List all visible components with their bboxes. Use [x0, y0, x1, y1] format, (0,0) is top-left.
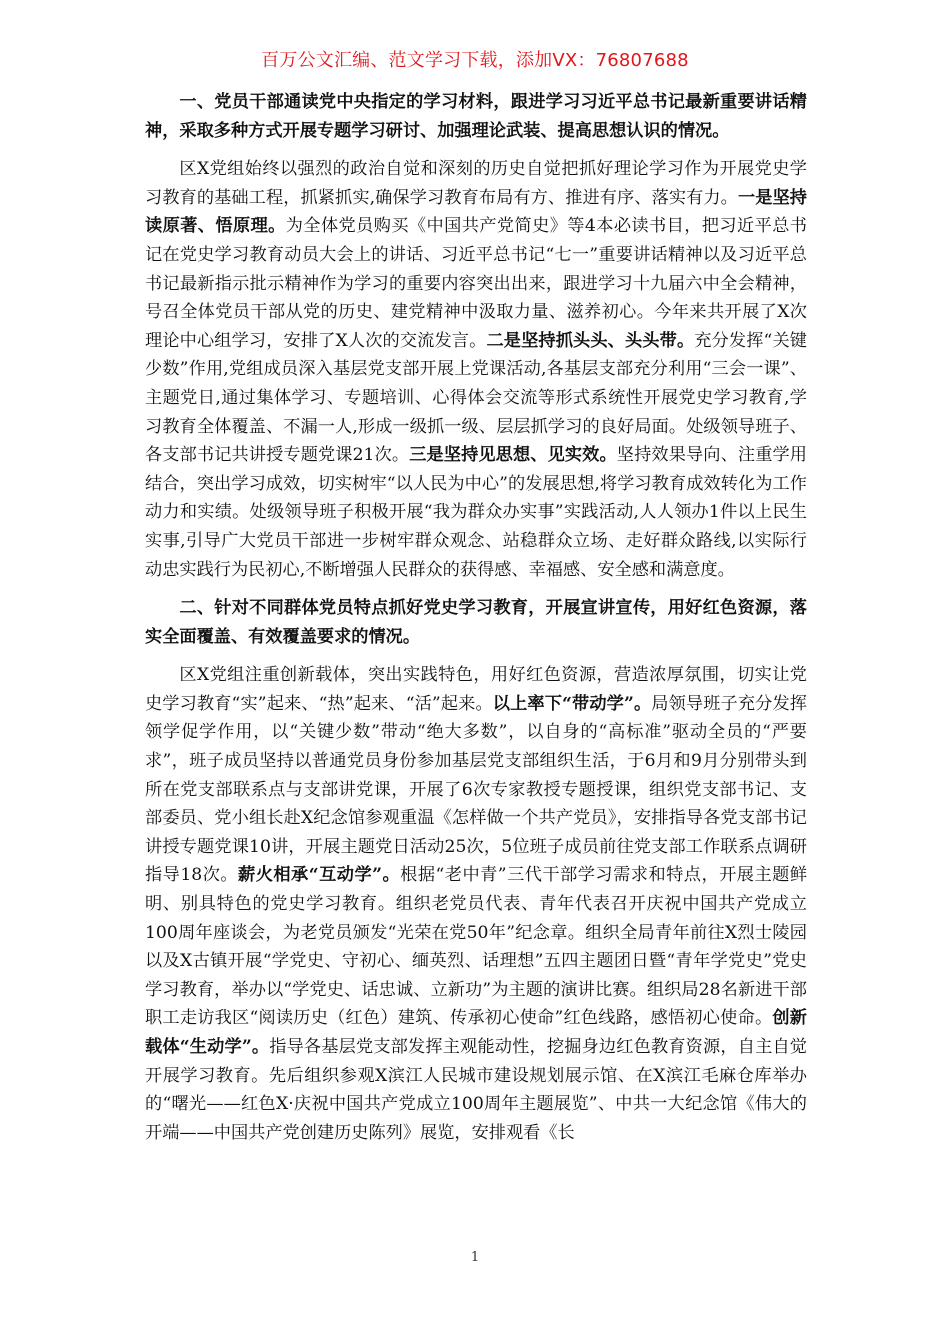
section-1-intro: 区X党组始终以强烈的政治自觉和深刻的历史自觉把抓好理论学习作为开展党史学习教育的基础工程，抓紧抓实,确保学习教育布局有方、推进有序、落实有力。	[145, 159, 807, 208]
section-1-point-3-title: 三是坚持见思想、见实效。	[409, 445, 617, 466]
section-2-point-2-title: 薪火相承“互动学”。	[238, 865, 401, 886]
page-number: 1	[470, 1250, 480, 1265]
section-1-point-2-title: 二是坚持抓头头、头头带。	[486, 330, 695, 351]
section-2-point-3-title: 创新载体“生动学”。	[145, 1008, 807, 1057]
section-2-point-2-text: 根据“老中青”三代干部学习需求和特点，开展主题鲜明、别具特色的党史学习教育。组织老党员代表、青年代表召开庆祝中国共产党成立100周年座谈会，为老党员颁发“光荣在党50年”纪念章。组织全局青年前往X烈士陵园以及X古镇开展“学党史、守初心、缅英烈、话理想”五四主题团日暨“青年学党史”党史学习教育，举办以“学党史、话忠诚、立新功”为主题的演讲比赛。组织局28名新进干部职工走访我区“阅读历史（红色）建筑、传承初心使命”红色线路，感悟初心使命。	[145, 865, 808, 1029]
section-2-point-1-text: 局领导班子充分发挥领学促学作用，以“关键少数”带动“绝大多数”，以自身的“高标准”驱动全员的“严要求”，班子成员坚持以普通党员身份参加基层党支部组织生活，于6月和9月分别带头到所在党支部联系点与支部讲党课，开展了6次专家教授专题授课，组织党支部书记、支部委员、党小组长赴X纪念馆参观重温《怎样做一个共产党员》，安排指导各党支部书记讲授专题党课10讲，开展主题党日活动25次，5位班子成员前往党支部工作联系点调研指导18次。	[145, 693, 807, 886]
section-1-heading: 一、党员干部通读党中央指定的学习材料，跟进学习习近平总书记最新重要讲话精神，采取多种方式开展专题学习研讨、加强理论武装、提高思想认识的情况。	[145, 92, 807, 141]
section-2-heading: 二、针对不同群体党员特点抓好党史学习教育，开展宣讲宣传，用好红色资源，落实全面覆盖、有效覆盖要求的情况。	[145, 598, 807, 647]
section-1-point-2-text: 充分发挥“关键少数”作用,党组成员深入基层党支部开展上党课活动,各基层支部充分利用“三会一课”、主题党日,通过集体学习、专题培训、心得体会交流等形式系统性开展党史学习教育,学习教育全体覆盖、不漏一人,形成一级抓一级、层层抓学习的良好局面。处级领导班子、各支部书记共讲授专题党课21次。	[145, 330, 807, 466]
section-2-paragraph	[145, 661, 807, 1147]
section-1-point-1-text: 为全体党员购买《中国共产党简史》等4本必读书目，把习近平总书记在党史学习教育动员大会上的讲话、习近平总书记“七一”重要讲话精神以及习近平总书记最新指示批示精神作为学习的重要内容突出出来，跟进学习十九届六中全会精神，号召全体党员干部从党的历史、建党精神中汲取力量、滋养初心。今年来共开展了X次理论中心组学习，安排了X人次的交流发言。	[145, 216, 807, 351]
section-1-paragraph	[145, 155, 807, 584]
section-2-intro: 区X党组注重创新载体，突出实践特色，用好红色资源，营造浓厚氛围，切实让党史学习教育“实”起来、“热”起来、“活”起来。	[145, 665, 807, 714]
section-1-point-1-title: 一是坚持读原著、悟原理。	[145, 187, 807, 237]
section-1-point-3-text: 坚持效果导向、注重学用结合，突出学习成效，切实树牢“以人民为中心”的发展思想,将学习教育成效转化为工作动力和实绩。处级领导班子积极开展“我为群众办实事”实践活动,人人领办1件以上民生实事,引导广大党员干部进一步树牢群众观念、站稳群众立场、走好群众路线,以实际行动忠实践行为民初心,不断增强人民群众的获得感、幸福感、安全感和满意度。	[145, 445, 807, 580]
section-2-point-3-text: 指导各基层党支部发挥主观能动性，挖掘身边红色教育资源，自主自觉开展学习教育。先后组织参观X滨江人民城市建设规划展示馆、在X滨江毛麻仓库举办的“曙光——红色X·庆祝中国共产党成立100周年主题展览”、中共一大纪念馆《伟大的开端——中国共产党创建历史陈列》展览，安排观看《长	[145, 1037, 807, 1143]
document-body	[145, 88, 807, 1157]
header-banner: 百万公文汇编、范文学习下载，添加VX：76807688	[261, 50, 689, 71]
section-2-point-1-title: 以上率下“带动学”。	[492, 693, 652, 714]
